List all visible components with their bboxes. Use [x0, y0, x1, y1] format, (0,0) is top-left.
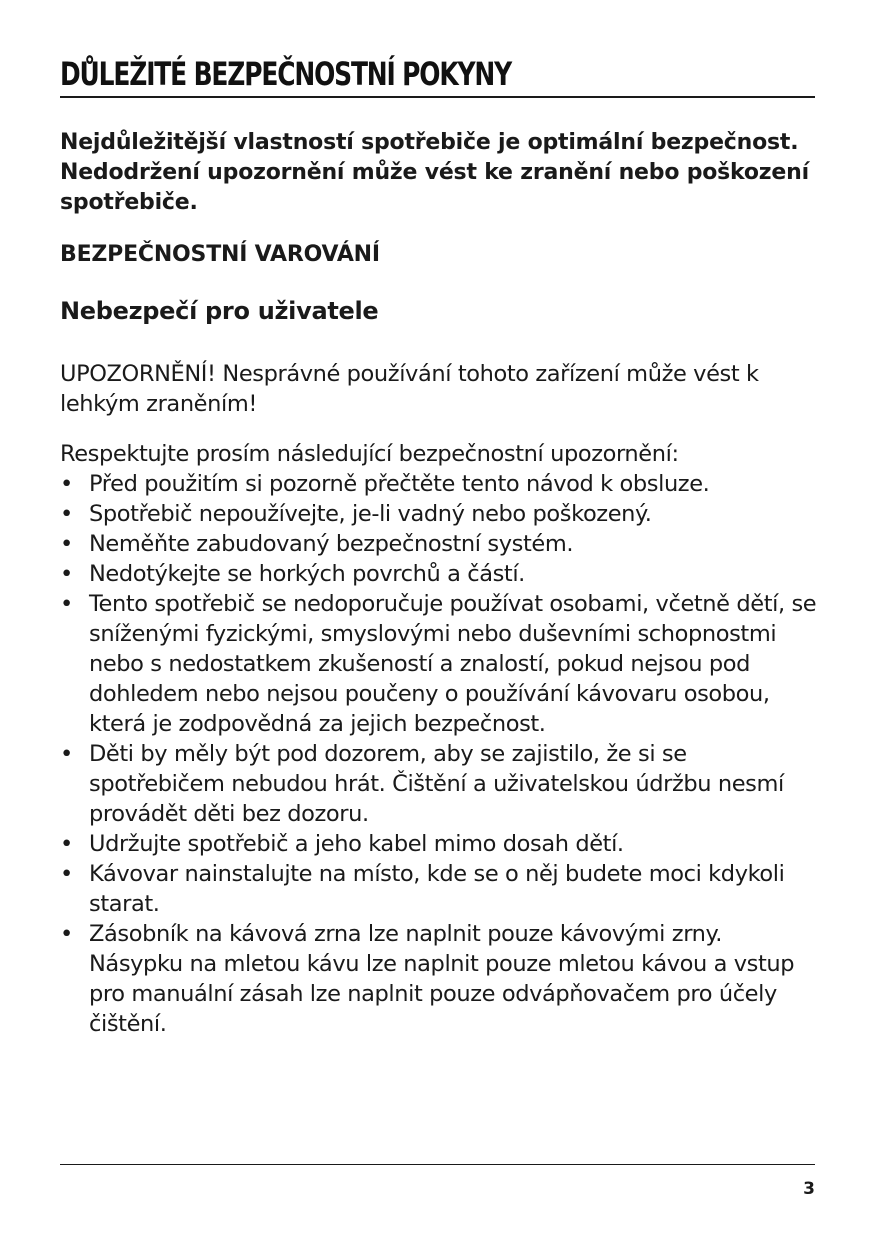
page-title: DŮLEŽITÉ BEZPEČNOSTNÍ POKYNY — [60, 55, 512, 93]
list-item — [60, 529, 820, 559]
manual-page — [60, 0, 815, 1240]
list-item — [60, 829, 820, 859]
list-item — [60, 559, 820, 589]
bullet-icon: • — [60, 531, 73, 557]
list-item-text: Před použitím si pozorně přečtěte tento návod k obsluze. — [89, 471, 710, 497]
list-item-text: Neměňte zabudovaný bezpečnostní systém. — [89, 531, 574, 557]
list-item — [60, 469, 820, 499]
bullet-icon: • — [60, 471, 73, 497]
list-item-text: Tento spotřebič se nedoporučuje používat osobami, včetně dětí, se sníženými fyzickými, smyslovými nebo duševními schopnostmi nebo s nedostatkem zkušeností a znalostí, pokud nejsou pod dohledem nebo nejsou poučeny o používání kávovaru osobou, která je zodpovědná za jejich bezpečnost. — [89, 591, 817, 737]
bullet-icon: • — [60, 591, 73, 617]
bullet-icon: • — [60, 831, 73, 857]
sub-heading: Nebezpečí pro uživatele — [60, 297, 379, 325]
footer-divider — [60, 1164, 815, 1165]
page-number: 3 — [803, 1179, 815, 1199]
list-item-text: Kávovar nainstalujte na místo, kde se o něj budete moci kdykoli starat. — [89, 861, 785, 917]
list-item-text: Nedotýkejte se horkých povrchů a částí. — [89, 561, 525, 587]
bullet-icon: • — [60, 861, 73, 887]
respect-intro: Respektujte prosím následující bezpečnostní upozornění: — [60, 441, 679, 467]
list-item — [60, 739, 820, 829]
bullet-icon: • — [60, 921, 73, 947]
list-item-text: Děti by měly být pod dozorem, aby se zajistilo, že si se spotřebičem nebudou hrát. Čištění a uživatelskou údržbu nesmí provádět děti bez dozoru. — [89, 741, 784, 827]
intro-paragraph: Nejdůležitější vlastností spotřebiče je optimální bezpečnost. Nedodržení upozornění může vést ke zranění nebo poškození spotřebiče. — [60, 130, 809, 215]
list-item-text: Spotřebič nepoužívejte, je-li vadný nebo poškozený. — [89, 501, 652, 527]
bullet-icon: • — [60, 561, 73, 587]
list-item — [60, 589, 820, 739]
list-item — [60, 919, 820, 1039]
section-heading: BEZPEČNOSTNÍ VAROVÁNÍ — [60, 242, 380, 267]
bullet-icon: • — [60, 741, 73, 767]
list-item — [60, 859, 820, 919]
list-item-text: Udržujte spotřebič a jeho kabel mimo dosah dětí. — [89, 831, 624, 857]
warning-paragraph: UPOZORNĚNÍ! Nesprávné používání tohoto zařízení může vést k lehkým zraněním! — [60, 361, 759, 417]
bullet-icon: • — [60, 501, 73, 527]
safety-rules-list — [60, 469, 820, 1039]
list-item-text: Zásobník na kávová zrna lze naplnit pouze kávovými zrny. Násypku na mletou kávu lze naplnit pouze mletou kávou a vstup pro manuální zásah lze naplnit pouze odvápňovačem pro účely čištění. — [89, 921, 795, 1037]
list-item — [60, 499, 820, 529]
title-divider — [60, 96, 815, 98]
